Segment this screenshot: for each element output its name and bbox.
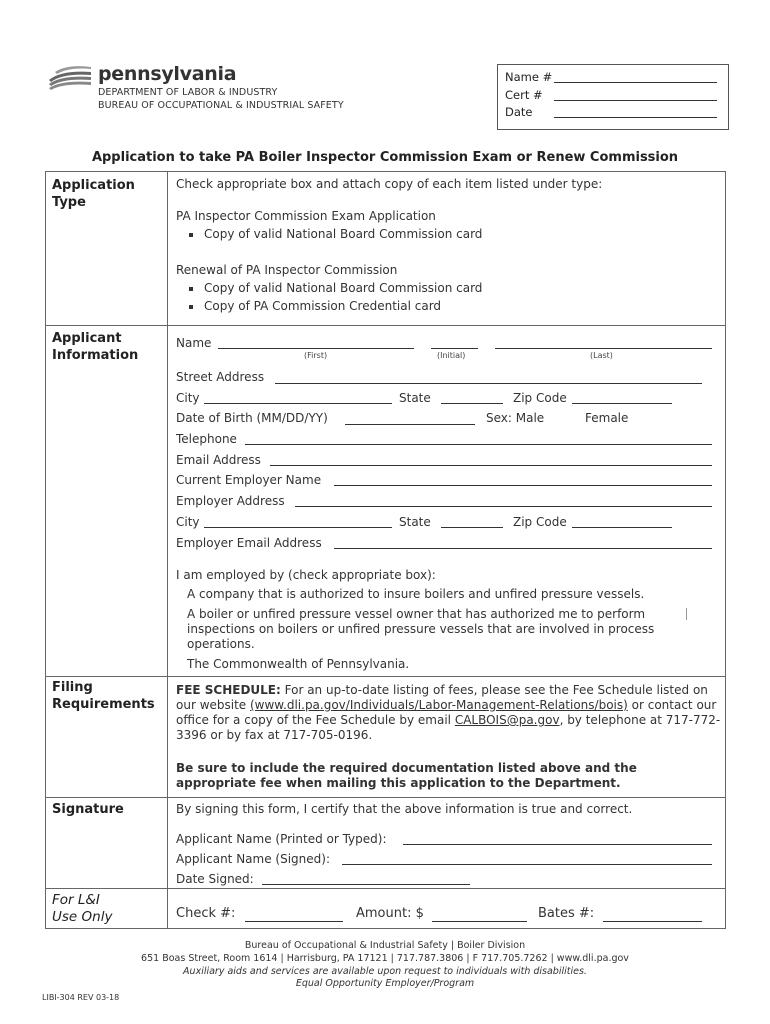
name-number-field[interactable] bbox=[554, 82, 717, 83]
sex-female-option[interactable]: Female bbox=[585, 411, 629, 425]
employer-address-label: Employer Address bbox=[176, 494, 285, 508]
email-link[interactable]: CALBOIS@pa.gov bbox=[454, 713, 560, 727]
name-number-label: Name # bbox=[505, 70, 553, 84]
initial-caption: (Initial) bbox=[437, 351, 466, 360]
mailing-notice: Be sure to include the required documentation listed above and the appropriate fee when mailing this application to the Department. bbox=[176, 761, 637, 790]
employer-city-field[interactable] bbox=[204, 527, 392, 528]
date-field[interactable] bbox=[554, 117, 717, 118]
sex-male-option[interactable]: Sex: Male bbox=[486, 411, 545, 425]
certification-statement: By signing this form, I certify that the above information is true and correct. bbox=[176, 802, 633, 816]
first-caption: (First) bbox=[304, 351, 328, 360]
employer-email-field[interactable] bbox=[334, 548, 712, 549]
employer-zip-field[interactable] bbox=[572, 527, 672, 528]
renewal-option[interactable]: Renewal of PA Inspector Commission bbox=[176, 263, 398, 277]
renewal-requirement-item: Copy of valid National Board Commission card bbox=[204, 281, 483, 295]
amount-field[interactable] bbox=[432, 921, 527, 922]
date-label: Date bbox=[505, 105, 533, 119]
date-signed-field[interactable] bbox=[262, 884, 470, 885]
first-name-field[interactable] bbox=[218, 348, 414, 349]
bates-number-label: Bates #: bbox=[538, 906, 595, 921]
exam-application-option[interactable]: PA Inspector Commission Exam Application bbox=[176, 209, 436, 223]
initial-field[interactable] bbox=[431, 348, 478, 349]
email-address-field[interactable] bbox=[270, 465, 712, 466]
current-employer-name-field[interactable] bbox=[334, 485, 712, 486]
city-field[interactable] bbox=[204, 403, 392, 404]
employer-option-owner-cont: operations. bbox=[187, 637, 255, 651]
employer-state-label: State bbox=[399, 515, 431, 529]
employer-option-insurer[interactable]: A company that is authorized to insure boilers and unfired pressure vessels. bbox=[187, 587, 645, 601]
zip-code-label: Zip Code bbox=[513, 391, 567, 405]
filing-requirements-label: Filing Requirements bbox=[52, 680, 155, 712]
section-divider bbox=[46, 325, 725, 326]
last-caption: (Last) bbox=[590, 351, 613, 360]
zip-code-field[interactable] bbox=[572, 403, 672, 404]
street-address-label: Street Address bbox=[176, 370, 265, 384]
current-employer-name-label: Current Employer Name bbox=[176, 473, 322, 487]
fee-schedule-text: FEE SCHEDULE: For an up-to-date listing of fees, please see the Fee Schedule listed on our website (www.dli.pa.gov/Individuals/Labor-Management-Relations/bois) or contact our office for a copy of the Fee Schedule by email CALBOIS@pa.gov, by telephone at 717-772-3396 or by fax at 717-705-0196. bbox=[176, 683, 721, 742]
cert-number-label: Cert # bbox=[505, 88, 543, 102]
section-divider bbox=[46, 888, 725, 889]
application-type-label: Application Type bbox=[52, 178, 135, 210]
employer-option-owner[interactable]: A boiler or unfired pressure vessel owner that has authorized me to perform bbox=[187, 607, 646, 621]
state-field[interactable] bbox=[441, 403, 503, 404]
section-divider bbox=[46, 797, 725, 798]
date-of-birth-label: Date of Birth (MM/DD/YY) bbox=[176, 411, 328, 425]
footer-bureau: Bureau of Occupational & Industrial Safety | Boiler Division bbox=[244, 940, 526, 951]
form-title: Application to take PA Boiler Inspector Commission Exam or Renew Commission bbox=[91, 150, 679, 165]
bates-number-field[interactable] bbox=[603, 921, 702, 922]
bullet-icon bbox=[189, 305, 193, 309]
agency-name: pennsylvania bbox=[98, 63, 237, 85]
employer-state-field[interactable] bbox=[441, 527, 503, 528]
employer-option-commonwealth[interactable]: The Commonwealth of Pennsylvania. bbox=[187, 657, 410, 671]
column-divider bbox=[167, 172, 168, 928]
state-label: State bbox=[399, 391, 431, 405]
form-table bbox=[45, 171, 726, 929]
last-name-field[interactable] bbox=[495, 348, 712, 349]
office-use-box bbox=[497, 64, 729, 130]
exam-requirement-item: Copy of valid National Board Commission card bbox=[204, 227, 483, 241]
amount-label: Amount: $ bbox=[356, 906, 424, 921]
date-signed-label: Date Signed: bbox=[176, 872, 254, 886]
email-address-label: Email Address bbox=[176, 453, 261, 467]
employer-city-label: City bbox=[176, 515, 200, 529]
section-divider bbox=[46, 676, 725, 677]
printed-name-label: Applicant Name (Printed or Typed): bbox=[176, 832, 387, 846]
employer-option-owner-cont: inspections on boilers or unfired pressure vessels that are involved in process bbox=[187, 622, 655, 636]
telephone-field[interactable] bbox=[245, 444, 712, 445]
signature-label: Signature bbox=[52, 802, 124, 817]
bullet-icon bbox=[189, 233, 193, 237]
employer-address-field[interactable] bbox=[295, 506, 712, 507]
bullet-icon bbox=[189, 287, 193, 291]
signature-field[interactable] bbox=[342, 864, 712, 865]
street-address-field[interactable] bbox=[275, 383, 702, 384]
office-use-only-label: For L&I Use Only bbox=[52, 892, 113, 925]
website-link[interactable]: (www.dli.pa.gov/Individuals/Labor-Management-Relations/bois) bbox=[250, 698, 628, 712]
cert-number-field[interactable] bbox=[554, 100, 717, 101]
bureau-name: BUREAU OF OCCUPATIONAL & INDUSTRIAL SAFETY bbox=[98, 100, 344, 111]
application-type-instruction: Check appropriate box and attach copy of each item listed under type: bbox=[176, 177, 603, 191]
checkbox-edge bbox=[686, 608, 687, 620]
footer-eoe: Equal Opportunity Employer/Program bbox=[295, 978, 475, 989]
city-label: City bbox=[176, 391, 200, 405]
department-name: DEPARTMENT OF LABOR & INDUSTRY bbox=[98, 87, 278, 98]
date-of-birth-field[interactable] bbox=[345, 424, 475, 425]
signed-name-label: Applicant Name (Signed): bbox=[176, 852, 330, 866]
applicant-information-label: Applicant Information bbox=[52, 331, 139, 363]
footer-address: 651 Boas Street, Room 1614 | Harrisburg, PA 17121 | 717.787.3806 | F 717.705.7262 | www.dli.pa.gov bbox=[141, 953, 629, 964]
form-code: LIBI-304 REV 03-18 bbox=[42, 993, 120, 1002]
pennsylvania-logo-icon bbox=[47, 62, 93, 92]
telephone-label: Telephone bbox=[176, 432, 237, 446]
printed-name-field[interactable] bbox=[403, 844, 712, 845]
employed-by-instruction: I am employed by (check appropriate box): bbox=[176, 568, 436, 582]
renewal-requirement-item: Copy of PA Commission Credential card bbox=[204, 299, 442, 313]
name-label: Name bbox=[176, 336, 212, 350]
check-number-label: Check #: bbox=[176, 906, 236, 921]
employer-zip-label: Zip Code bbox=[513, 515, 567, 529]
employer-email-label: Employer Email Address bbox=[176, 536, 322, 550]
check-number-field[interactable] bbox=[245, 921, 343, 922]
footer-accessibility: Auxiliary aids and services are available upon request to individuals with disabilities. bbox=[183, 966, 587, 977]
